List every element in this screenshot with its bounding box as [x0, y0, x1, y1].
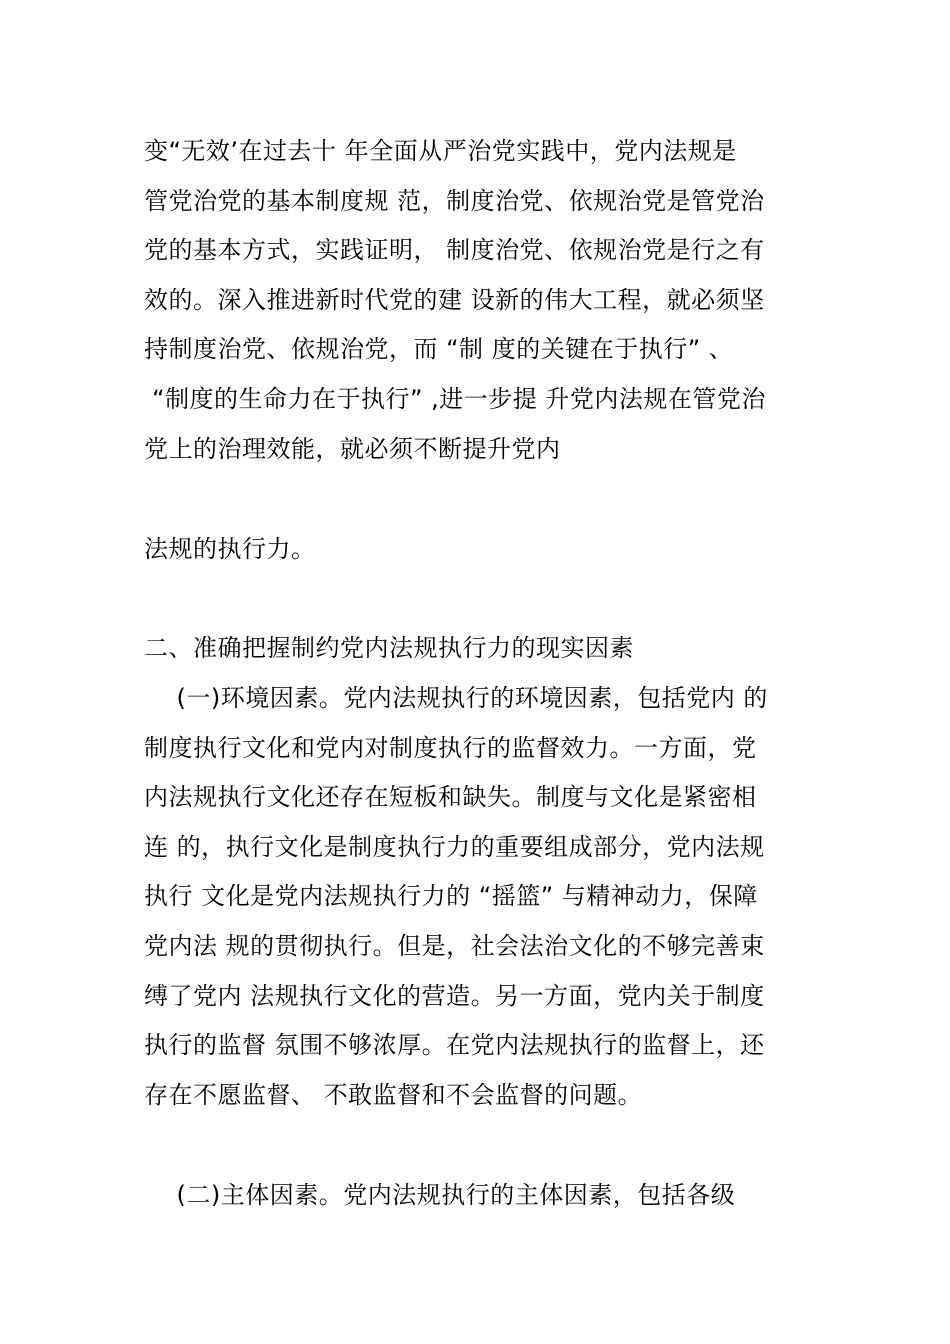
text-line: 党上的治理效能，就必须不断提升党内 — [144, 435, 561, 463]
text-line: 党内法 规的贯彻执行。但是，社会法治文化的不够完善束 — [144, 932, 765, 960]
section-heading: 二、准确把握制约党内法规执行力的现实因素 — [144, 634, 634, 662]
text-line: 持制度治党、依规治党，而 “制 度的关键在于执行” 、 — [144, 335, 734, 363]
text-line: 存在不愿监督、 不敢监督和不会监督的问题。 — [144, 1081, 643, 1109]
text-line: “制度的生命力在于执行” ,进一步提 升党内法规在管党治 — [144, 385, 766, 413]
text-line: 管党治党的基本制度规 范，制度治党、依规治党是管党治 — [144, 187, 765, 215]
text-line: 执行 文化是党内法规执行力的 “摇篮” 与精神动力，保障 — [144, 882, 758, 910]
text-line: 党的基本方式，实践证明， 制度治党、依规治党是行之有 — [144, 236, 765, 264]
text-line: 内法规执行文化还存在短板和缺失。制度与文化是紧密相 — [144, 783, 757, 811]
text-line: 缚了党内 法规执行文化的营造。另一方面，党内关于制度 — [144, 982, 765, 1010]
text-line: 效的。深入推进新时代党的建 设新的伟大工程，就必须坚 — [144, 286, 765, 314]
text-line: (二)主体因素。党内法规执行的主体因素，包括各级 — [144, 1181, 736, 1209]
text-line: (一)环境因素。党内法规执行的环境因素，包括党内 的 — [144, 684, 768, 712]
text-line: 执行的监督 氛围不够浓厚。在党内法规执行的监督上，还 — [144, 1031, 765, 1059]
text-line: 变“无效’在过去十 年全面从严治党实践中，党内法规是 — [144, 137, 737, 165]
text-line: 法规的执行力。 — [144, 535, 316, 563]
text-line: 制度执行文化和党内对制度执行的监督效力。一方面，党 — [144, 734, 757, 762]
text-line: 连 的，执行文化是制度执行力的重要组成部分，党内法规 — [144, 833, 765, 861]
